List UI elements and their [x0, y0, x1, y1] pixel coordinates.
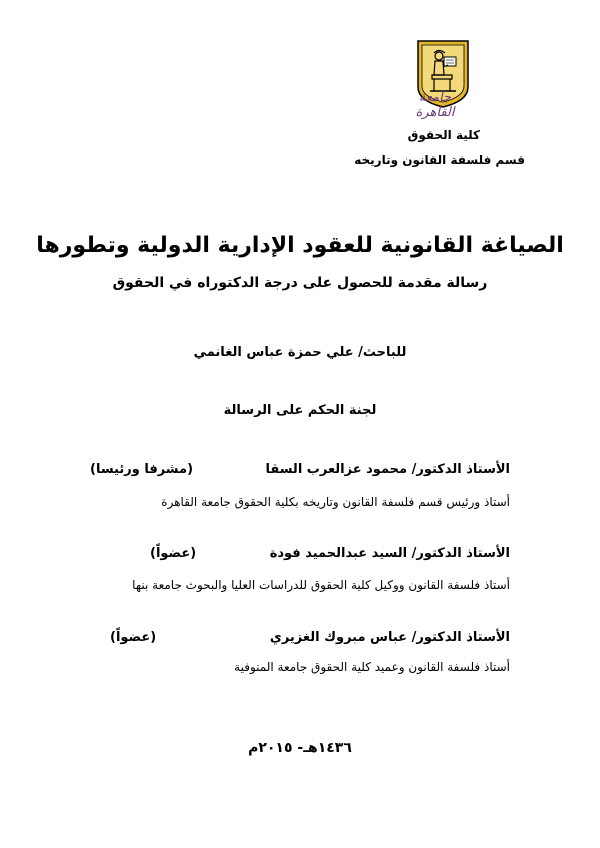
thesis-subtitle: رسالة مقدمة للحصول على درجة الدكتوراه في الحقوق	[112, 275, 488, 291]
committee-heading: لجنة الحكم على الرسالة	[223, 403, 377, 418]
faculty-name: كلية الحقوق	[407, 128, 480, 142]
member-1-description: أستاذ ورئيس قسم فلسفة القانون وتاريخه بكلية الحقوق جامعة القاهرة	[161, 495, 510, 509]
researcher-name: للباحث/ علي حمزة عباس الغانمي	[193, 345, 407, 360]
thesis-title: الصياغة القانونية للعقود الإدارية الدولية وتطورها	[36, 233, 564, 258]
member-3-description: أستاذ فلسفة القانون وعميد كلية الحقوق جامعة المنوفية	[234, 660, 510, 674]
member-1-name: الأستاذ الدكتور/ محمود عزالعرب السقا	[265, 462, 510, 477]
department-name: قسم فلسفة القانون وتاريخه	[354, 153, 525, 167]
university-name-script: جامعة القاهرة	[415, 90, 455, 120]
member-2-name: الأستاذ الدكتور/ السيد عبدالحميد فودة	[269, 546, 510, 561]
member-3-name: الأستاذ الدكتور/ عباس مبروك الغزيري	[269, 630, 510, 645]
member-2-role: (عضواً)	[150, 546, 197, 561]
member-3-role: (عضواً)	[110, 630, 157, 645]
member-2-description: أستاذ فلسفة القانون ووكيل كلية الحقوق للدراسات العليا والبحوث جامعة بنها	[132, 578, 510, 592]
thesis-date: ١٤٣٦هـ- ٢٠١٥م	[248, 740, 352, 756]
member-1-role: (مشرفا ورئيسا)	[90, 462, 194, 477]
